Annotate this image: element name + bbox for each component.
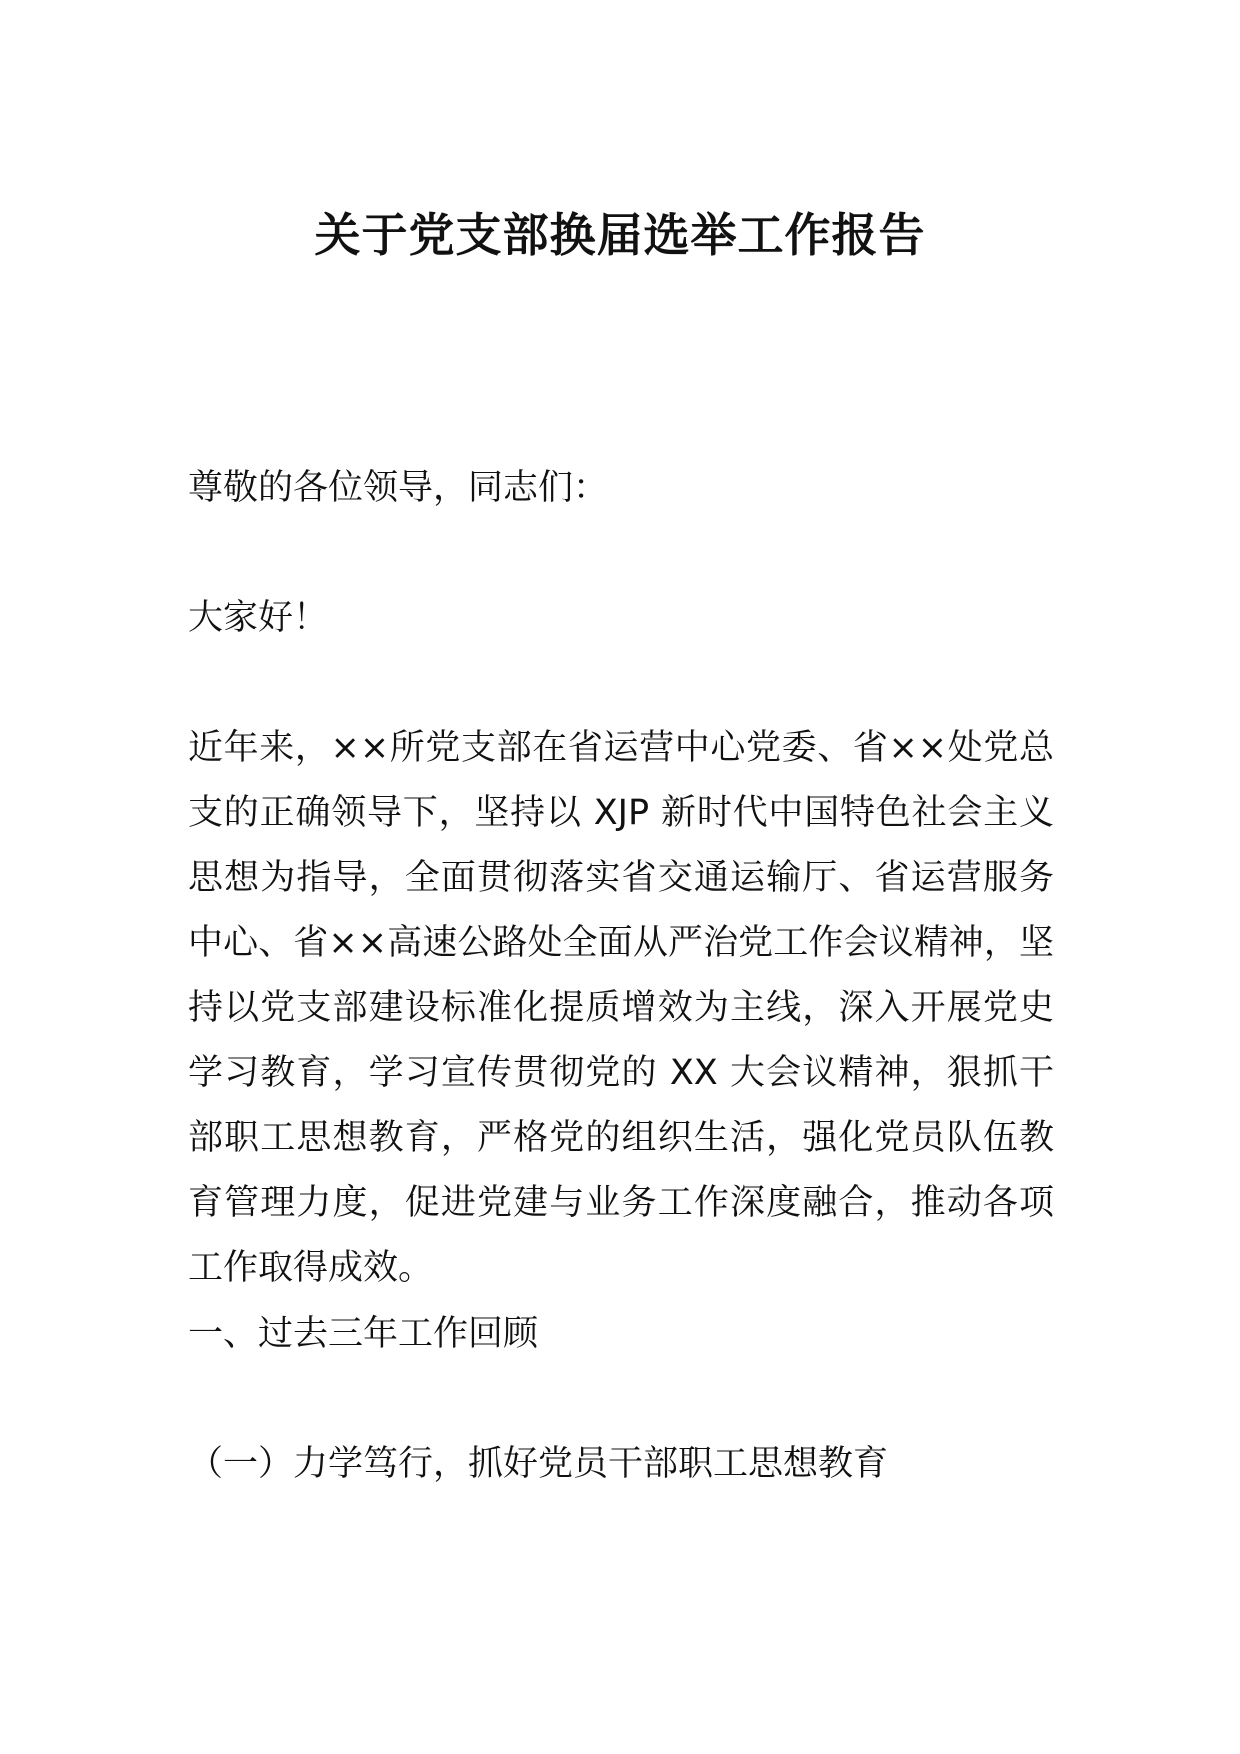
document-title: 关于党支部换届选举工作报告 [314,208,926,262]
subsection-heading: （一）力学笃行，抓好党员干部职工思想教育 [188,1444,889,1484]
greeting: 大家好！ [188,598,329,638]
intro-paragraph: 近年来，××所党支部在省运营中心党委、省××处党总支的正确领导下，坚持以 XJP 新时代中国特色社会主义思想为指导，全面贯彻落实省交通运输厅、省运营服务中心、省××高速公路处全面从严治党工作会议精神，坚持以党支部建设标准化提质增效为主线，深入开展党史学习教育，学习宣传贯彻党的 XX 大会议精神，狠抓干部职工思想教育，严格党的组织生活，强化党员队伍教育管理力度，促进党建与业务工作深度融合，推动各项工作取得成效。 [188,728,1054,1288]
salutation: 尊敬的各位领导，同志们： [188,468,609,508]
section-heading: 一、过去三年工作回顾 [188,1314,539,1354]
